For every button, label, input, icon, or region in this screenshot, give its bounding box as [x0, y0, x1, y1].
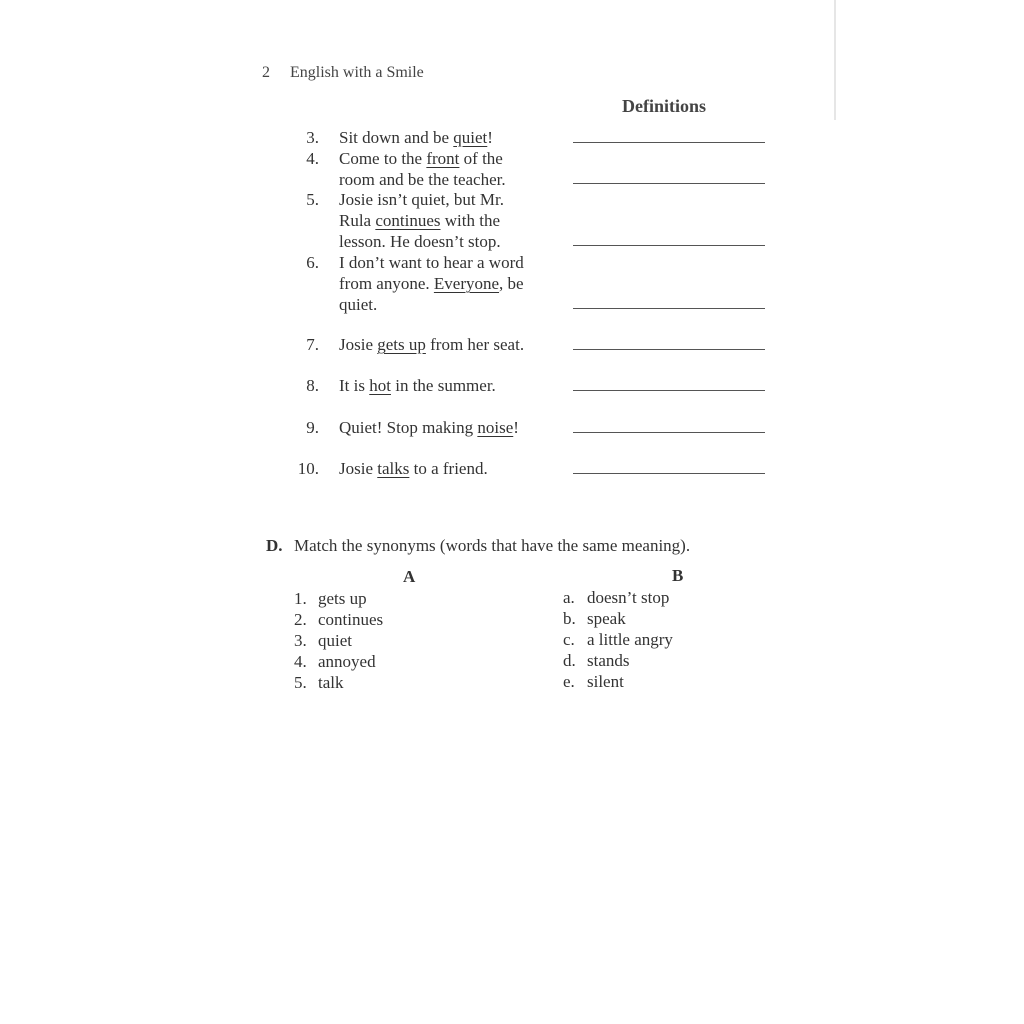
match-item-text: speak: [587, 609, 626, 628]
definitions-heading: Definitions: [622, 96, 707, 116]
item-number: 5.: [306, 190, 319, 209]
vocabulary-word: continues: [375, 211, 441, 230]
vocabulary-word: Everyone: [433, 274, 500, 293]
match-item-marker: 4.: [294, 652, 307, 671]
match-item-text: a little angry: [587, 630, 673, 649]
sentence-text: !: [487, 128, 493, 147]
sentence-text: room and be the teacher.: [339, 170, 506, 189]
item-sentence-line: [339, 253, 524, 273]
match-item-text: silent: [587, 672, 624, 691]
sentence-text: Josie: [339, 459, 378, 478]
match-item-marker: d.: [563, 651, 576, 670]
sentence-text: I don’t want to hear a word: [339, 253, 524, 272]
sentence-text: !: [513, 418, 519, 437]
item-number: 6.: [306, 253, 319, 272]
match-item: [563, 651, 630, 671]
match-item: [563, 630, 673, 650]
item-sentence-line: [339, 232, 501, 252]
page-edge-divider: [834, 0, 836, 120]
item-number: 3.: [306, 128, 319, 147]
definition-answer-line[interactable]: [573, 473, 765, 474]
sentence-text: , be: [499, 274, 524, 293]
match-item-text: doesn’t stop: [587, 588, 670, 607]
vocabulary-word: hot: [369, 376, 391, 395]
vocabulary-word: talks: [377, 459, 410, 478]
vocabulary-word: noise: [477, 418, 514, 437]
definition-answer-line[interactable]: [573, 142, 765, 143]
section-d-instruction: Match the synonyms (words that have the same meaning).: [294, 536, 691, 555]
item-sentence-line: [339, 128, 493, 148]
match-item-text: continues: [318, 610, 384, 629]
match-item: [294, 631, 352, 651]
match-item-text: annoyed: [318, 652, 376, 671]
match-item: [294, 652, 376, 672]
match-item-marker: b.: [563, 609, 576, 628]
match-item-text: talk: [318, 673, 344, 692]
sentence-text: It is: [339, 376, 370, 395]
book-title: English with a Smile: [290, 64, 424, 81]
match-item: [563, 609, 626, 629]
vocabulary-word: front: [426, 149, 460, 168]
item-sentence-line: [339, 211, 500, 231]
match-item: [294, 610, 383, 630]
match-item: [294, 673, 344, 693]
match-item-text: gets up: [318, 589, 367, 608]
page-number: 2: [262, 64, 270, 81]
sentence-text: lesson. He doesn’t stop.: [339, 232, 501, 251]
item-sentence-line: [339, 149, 503, 169]
item-sentence-line: [339, 190, 504, 210]
definition-answer-line[interactable]: [573, 432, 765, 433]
column-b-heading: B: [672, 566, 684, 585]
match-item-marker: a.: [563, 588, 575, 607]
sentence-text: of the: [459, 149, 503, 168]
sentence-text: Rula: [339, 211, 376, 230]
sentence-text: with the: [440, 211, 501, 230]
definition-answer-line[interactable]: [573, 349, 765, 350]
sentence-text: in the summer.: [390, 376, 496, 395]
match-item-marker: 2.: [294, 610, 307, 629]
match-item: [563, 672, 624, 692]
match-item-text: quiet: [318, 631, 352, 650]
match-item-marker: 3.: [294, 631, 307, 650]
sentence-text: Josie isn’t quiet, but Mr.: [339, 190, 504, 209]
item-number: 8.: [306, 376, 319, 395]
item-sentence-line: [339, 376, 496, 396]
section-d-label: D.: [266, 536, 283, 555]
sentence-text: Sit down and be: [339, 128, 454, 147]
sentence-text: from her seat.: [425, 335, 525, 354]
sentence-text: to a friend.: [409, 459, 488, 478]
sentence-text: quiet.: [339, 295, 378, 314]
match-item: [563, 588, 669, 608]
column-a-heading: A: [403, 567, 416, 586]
item-sentence-line: [339, 274, 524, 294]
match-item: [294, 589, 367, 609]
match-item-marker: e.: [563, 672, 575, 691]
sentence-text: from anyone.: [339, 274, 434, 293]
item-sentence-line: [339, 295, 377, 315]
definition-answer-line[interactable]: [573, 390, 765, 391]
match-item-text: stands: [587, 651, 630, 670]
sentence-text: Josie: [339, 335, 378, 354]
item-number: 10.: [297, 459, 319, 478]
item-sentence-line: [339, 335, 524, 355]
match-item-marker: c.: [563, 630, 575, 649]
sentence-text: Quiet! Stop making: [339, 418, 478, 437]
item-sentence-line: [339, 459, 488, 479]
sentence-text: Come to the: [339, 149, 427, 168]
vocabulary-word: quiet: [453, 128, 488, 147]
item-number: 7.: [306, 335, 319, 354]
item-sentence-line: [339, 418, 519, 438]
match-item-marker: 5.: [294, 673, 307, 692]
definition-answer-line[interactable]: [573, 245, 765, 246]
definition-answer-line[interactable]: [573, 308, 765, 309]
match-item-marker: 1.: [294, 589, 307, 608]
item-number: 4.: [306, 149, 319, 168]
vocabulary-word: gets up: [377, 335, 426, 354]
item-number: 9.: [306, 418, 319, 437]
definition-answer-line[interactable]: [573, 183, 765, 184]
item-sentence-line: [339, 170, 506, 190]
